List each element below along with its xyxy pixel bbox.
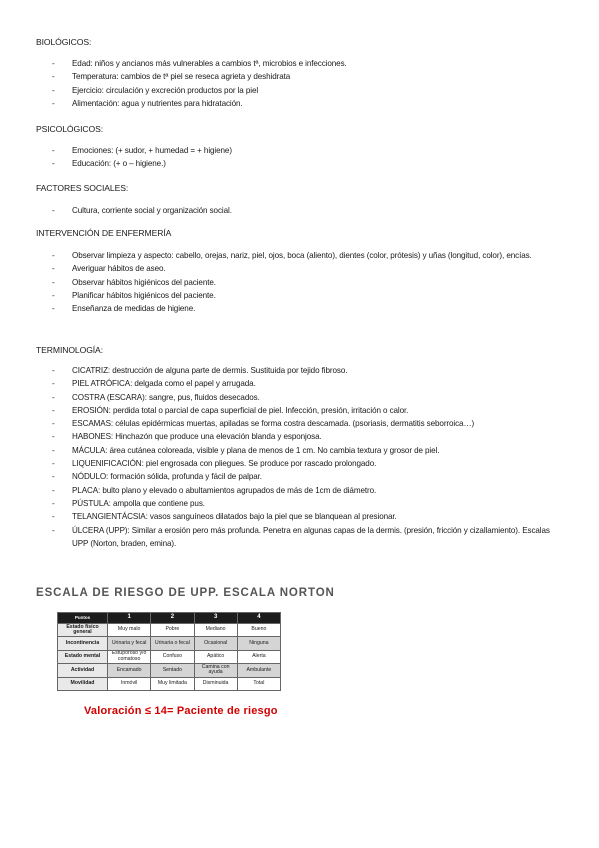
list-item: - Emociones: (+ sudor, + humedad = + higiene) xyxy=(52,146,232,155)
norton-scale-heading: ESCALA DE RIESGO DE UPP. ESCALA NORTON xyxy=(36,587,335,599)
table-cell: Pobre xyxy=(151,624,194,637)
list-item: - Planificar hábitos higiénicos del paciente. xyxy=(52,290,216,300)
row-label: Actividad xyxy=(58,664,108,677)
list-item: - Observar hábitos higiénicos del paciente. xyxy=(52,277,216,287)
list-item: - Averiguar hábitos de aseo. xyxy=(52,264,166,274)
section-title-biologicos: BIOLÓGICOS: xyxy=(36,37,92,47)
table-cell: Urinaria y fecal xyxy=(108,637,151,650)
table-row xyxy=(58,650,281,663)
table-row xyxy=(58,637,281,650)
row-label: Incontinencia xyxy=(58,637,108,650)
table-cell: Total xyxy=(237,677,280,690)
list-item: - Temperatura: cambios de tª piel se reseca agrieta y deshidrata xyxy=(52,72,291,82)
table-cell: Mediano xyxy=(194,624,237,637)
table-cell: Estuporoso y/o comatoso xyxy=(108,650,151,663)
list-item: - ÚLCERA (UPP): Similar a erosión pero más profunda. Penetra en algunas capas de la dermis. (presión, fricción y cizallamiento). Escalas UPP (Norton, braden, emina). xyxy=(52,525,550,548)
list-item: - EROSIÓN: perdida total o parcial de capa superficial de piel. Infección, presión, irritación o calor. xyxy=(52,405,409,415)
risk-valuation-note: Valoración ≤ 14= Paciente de riesgo xyxy=(84,705,278,717)
list-item: - PÚSTULA: ampolla que contiene pus. xyxy=(52,498,205,508)
section-title-terminologia: TERMINOLOGÍA: xyxy=(36,345,103,355)
list-item: - PLACA: bulto plano y elevado o abultamientos agrupados de más de 1cm de diámetro. xyxy=(52,485,377,495)
table-header-cell: Puntos xyxy=(58,613,108,624)
table-header-cell: 4 xyxy=(237,613,280,624)
table-cell: Inmóvil xyxy=(108,677,151,690)
section-title-intervencion: INTERVENCIÓN DE ENFERMERÍA xyxy=(36,228,172,238)
table-cell: Ambulante xyxy=(237,664,280,677)
table-header-cell: 2 xyxy=(151,613,194,624)
row-label: Estado físico general xyxy=(58,624,108,637)
table-cell: Alerta xyxy=(237,650,280,663)
list-terminologia xyxy=(36,364,561,550)
list-item: - ESCAMAS: células epidérmicas muertas, apiladas se forma costra descamada. (psoriasis, dermatitis seborroica…) xyxy=(52,419,475,429)
list-item: - Observar limpieza y aspecto: cabello, orejas, nariz, piel, ojos, boca (aliento), dientes (color, prótesis) y uñas (longitud, color), encías. xyxy=(52,251,532,260)
table-row xyxy=(58,664,281,677)
table-cell: Bueno xyxy=(237,624,280,637)
table-header-cell: 3 xyxy=(194,613,237,624)
list-item: - COSTRA (ESCARA): sangre, pus, fluidos desecados. xyxy=(52,392,260,402)
section-title-factores-sociales: FACTORES SOCIALES: xyxy=(36,183,129,193)
list-item: - NÓDULO: formación sólida, profunda y fácil de palpar. xyxy=(52,472,262,482)
list-item: - PIEL ATRÓFICA: delgada como el papel y arrugada. xyxy=(52,379,256,389)
table-header-cell: 1 xyxy=(108,613,151,624)
table-row xyxy=(58,624,281,637)
table-row xyxy=(58,677,281,690)
list-factores-sociales xyxy=(36,204,561,217)
table-cell: Ninguna xyxy=(237,637,280,650)
table-cell: Ocasional xyxy=(194,637,237,650)
table-cell: Apático xyxy=(194,650,237,663)
row-label: Movilidad xyxy=(58,677,108,690)
table-cell: Camina con ayuda xyxy=(194,664,237,677)
section-title-psicologicos: PSICOLÓGICOS: xyxy=(36,124,103,134)
list-item: - TELANGIENTÁCSIA: vasos sanguíneos dilatados bajo la piel que se blanquean al presionar. xyxy=(52,512,397,522)
norton-scale-table xyxy=(57,612,281,691)
list-item: - MÁCULA: área cutánea coloreada, visible y plana de menos de 1 cm. No cambia textura y grosor de piel. xyxy=(52,445,440,455)
table-cell: Confuso xyxy=(151,650,194,663)
table-header-row xyxy=(58,613,281,624)
table-cell: Muy limitada xyxy=(151,677,194,690)
list-item: - LIQUENIFICACIÓN: piel engrosada con pliegues. Se produce por rascado prolongado. xyxy=(52,459,377,469)
list-item: - HABONES: Hinchazón que produce una elevación blanda y esponjosa. xyxy=(52,432,322,442)
table-cell: Muy malo xyxy=(108,624,151,637)
table-cell: Sentado xyxy=(151,664,194,677)
row-label: Estado mental xyxy=(58,650,108,663)
list-item: - Ejercicio: circulación y excreción productos por la piel xyxy=(52,85,259,95)
list-item: - Enseñanza de medidas de higiene. xyxy=(52,304,196,314)
table-cell: Urinaria o fecal xyxy=(151,637,194,650)
list-item: - Alimentación: agua y nutrientes para hidratación. xyxy=(52,98,243,108)
list-item: - Educación: (+ o – higiene.) xyxy=(52,159,166,169)
list-item: - Edad: niños y ancianos más vulnerables a cambios tª, microbios e infecciones. xyxy=(52,59,347,68)
list-intervencion xyxy=(36,249,561,315)
table-cell: Disminuida xyxy=(194,677,237,690)
list-item: - CICATRIZ: destrucción de alguna parte de dermis. Sustituida por tejido fibroso. xyxy=(52,366,348,375)
list-item: - Cultura, corriente social y organización social. xyxy=(52,206,232,215)
table-cell: Encamado xyxy=(108,664,151,677)
list-biologicos xyxy=(36,57,561,110)
list-psicologicos xyxy=(36,144,561,171)
